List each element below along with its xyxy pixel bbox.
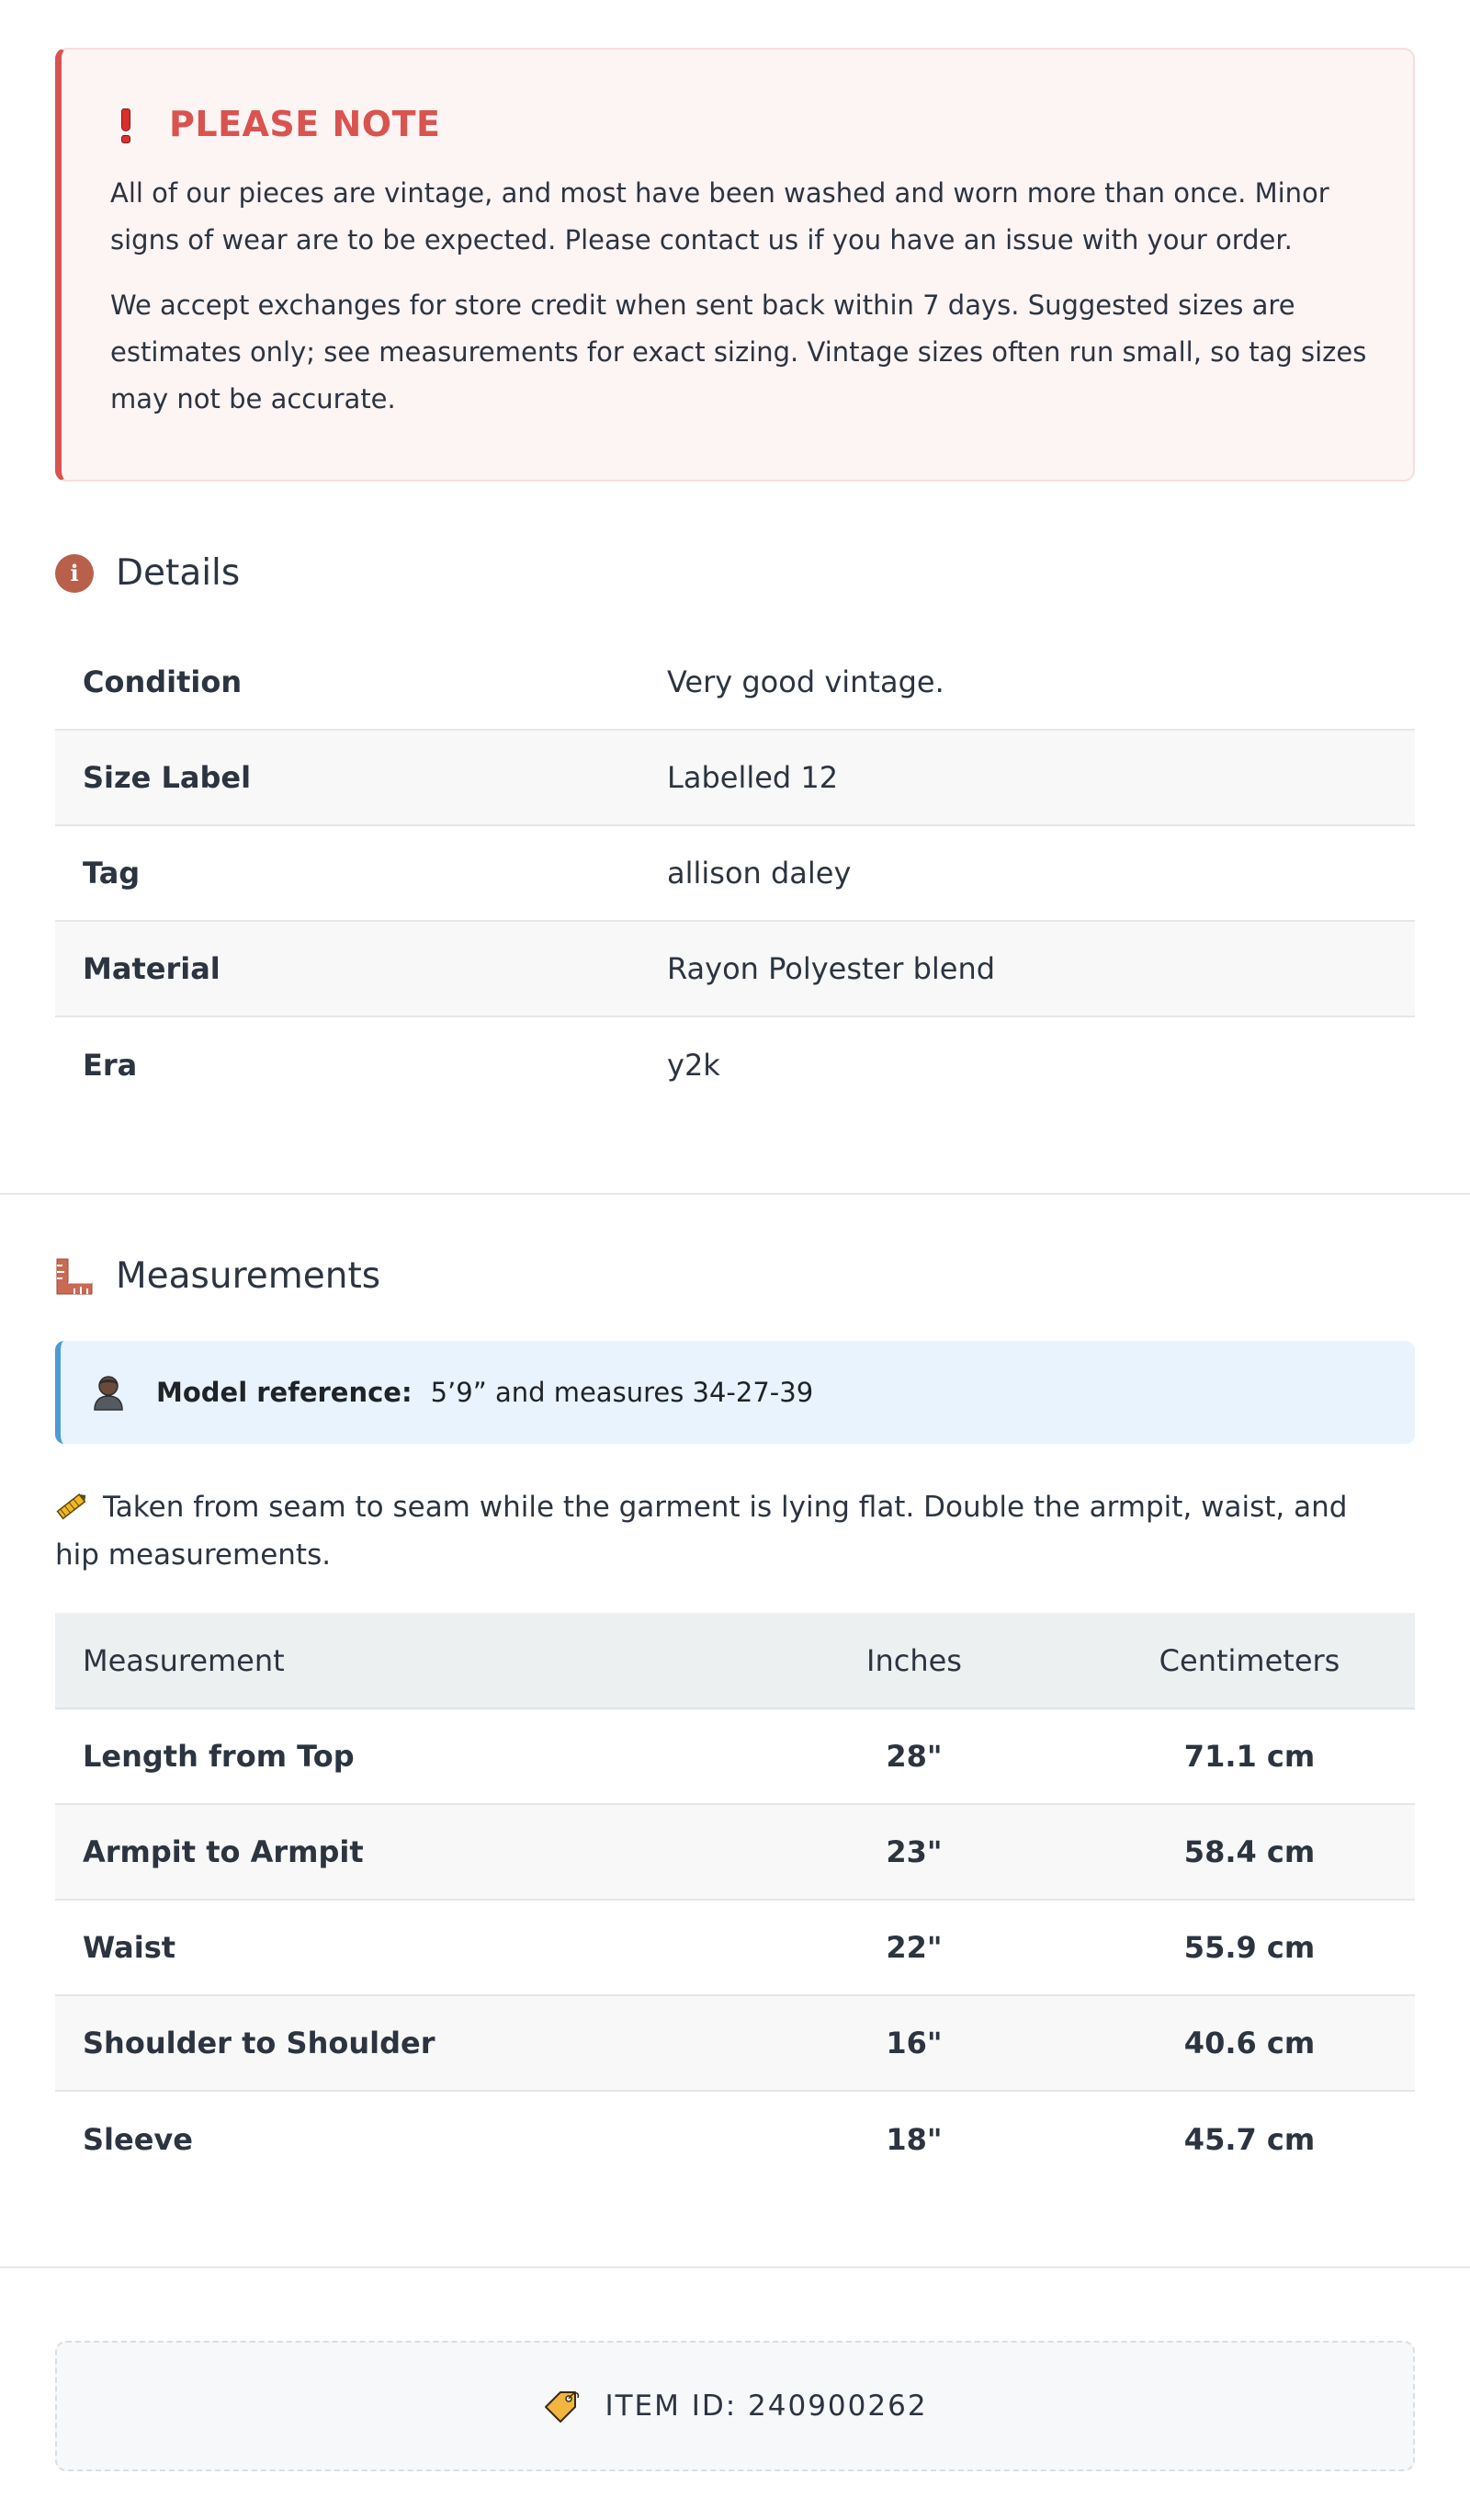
detail-label: Condition	[83, 664, 243, 699]
table-row	[55, 1995, 1415, 2091]
measurements-title: Measurements	[116, 1255, 381, 1297]
table-row	[55, 1900, 1415, 1995]
measurement-inches: 18"	[886, 2121, 943, 2157]
person-icon	[92, 1374, 125, 1411]
measurement-cm: 58.4 cm	[1084, 1804, 1415, 1900]
table-row	[55, 2091, 1415, 2186]
pencil-icon	[55, 1487, 90, 1516]
measurement-name: Shoulder to Shoulder	[55, 1995, 744, 2091]
column-header-inches: Inches	[744, 1613, 1084, 1708]
measurement-instructions	[55, 1483, 1378, 1579]
table-header-row	[55, 1613, 1415, 1708]
details-title: Details	[116, 552, 241, 594]
measurements-table	[55, 1613, 1415, 2186]
exclamation-icon	[110, 101, 147, 147]
measurement-name: Length from Top	[55, 1708, 744, 1804]
model-reference-label: Model reference:	[156, 1377, 413, 1408]
info-icon: i	[55, 554, 94, 593]
table-row	[55, 921, 1415, 1016]
detail-value: y2k	[667, 1047, 720, 1083]
measurement-cm: 40.6 cm	[1084, 1995, 1415, 2091]
model-reference-box	[55, 1341, 1415, 1444]
table-row	[55, 1016, 1415, 1112]
measurement-cm: 45.7 cm	[1183, 2121, 1316, 2157]
table-row	[55, 825, 1415, 921]
details-heading	[55, 552, 240, 594]
table-row	[55, 1708, 1415, 1804]
ruler-icon	[55, 1257, 94, 1296]
instructions-text: Taken from seam to seam while the garment is lying flat. Double the armpit, waist, and hip measurements.	[55, 1491, 1348, 1572]
measurement-cm: 55.9 cm	[1084, 1900, 1415, 1995]
notice-paragraph-exchanges: We accept exchanges for store credit when sent back within 7 days. Suggested sizes are estimates only; see measurements for exact sizing. Vintage sizes often run small, so tag sizes may not be accurate.	[110, 289, 1367, 414]
notice-title: PLEASE NOTE	[169, 104, 441, 144]
column-header-measurement: Measurement	[55, 1613, 744, 1708]
detail-value: Labelled 12	[667, 760, 839, 795]
detail-label: Material	[83, 951, 220, 986]
section-divider	[0, 1193, 1470, 1195]
measurement-inches: 22"	[744, 1900, 1084, 1995]
measurement-inches: 28"	[744, 1708, 1084, 1804]
details-table	[55, 634, 1415, 1112]
measurement-name: Armpit to Armpit	[55, 1804, 744, 1900]
measurements-heading	[55, 1255, 380, 1297]
detail-value: Rayon Polyester blend	[667, 951, 996, 986]
detail-label: Tag	[83, 856, 141, 891]
item-id-text: ITEM ID: 240900262	[605, 2389, 928, 2423]
table-row	[55, 634, 1415, 730]
tag-icon	[542, 2387, 581, 2425]
detail-value: allison daley	[667, 856, 852, 891]
measurement-inches: 23"	[744, 1804, 1084, 1900]
measurement-name: Sleeve	[83, 2121, 193, 2157]
section-divider	[0, 2266, 1470, 2268]
model-reference-value: 5’9” and measures 34-27-39	[430, 1377, 814, 1408]
column-header-centimeters: Centimeters	[1084, 1613, 1415, 1708]
detail-label: Size Label	[83, 760, 252, 795]
notice-header	[110, 101, 1367, 147]
detail-value: Very good vintage.	[667, 664, 944, 699]
notice-paragraph-wear: All of our pieces are vintage, and most have been washed and worn more than once. Minor signs of wear are to be expected. Please contact us if you have an issue with your order.	[110, 177, 1329, 255]
detail-label: Era	[83, 1047, 138, 1083]
measurement-inches: 16"	[744, 1995, 1084, 2091]
measurement-cm: 71.1 cm	[1084, 1708, 1415, 1804]
table-row	[55, 730, 1415, 825]
please-note-box	[55, 48, 1415, 482]
table-row	[55, 1804, 1415, 1900]
item-id-box	[55, 2341, 1415, 2471]
measurement-name: Waist	[55, 1900, 744, 1995]
